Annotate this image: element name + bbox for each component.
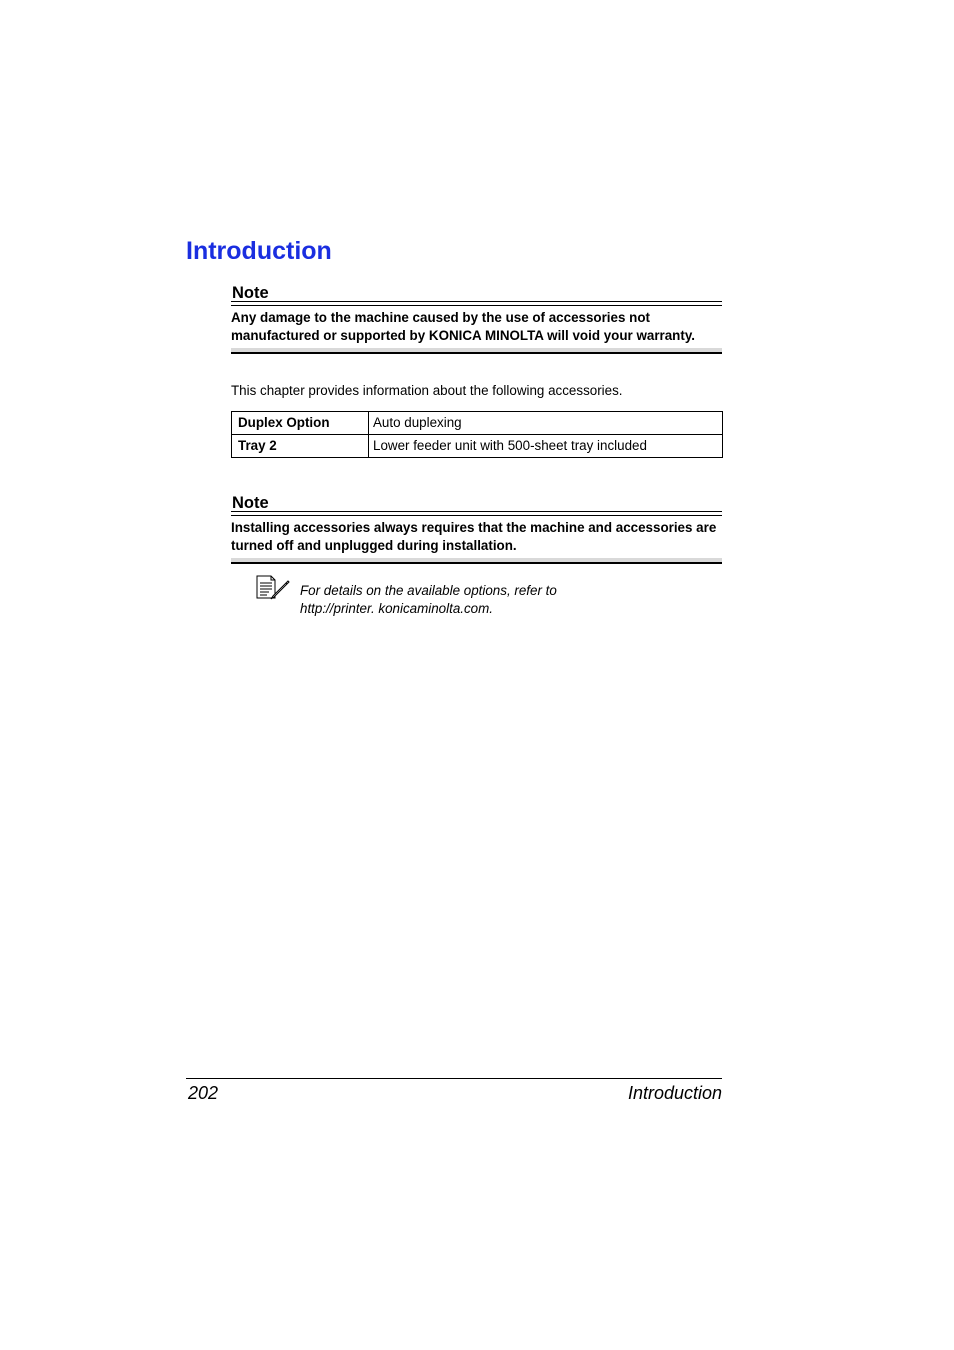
note-bottom-rule [231, 348, 722, 354]
note-box [231, 494, 722, 564]
accessory-name: Tray 2 [232, 435, 369, 458]
note-body: Any damage to the machine caused by the use of accessories not manufactured or supported by KONICA MINOLTA will void your warranty. [231, 310, 695, 343]
accessory-description: Auto duplexing [369, 412, 723, 435]
note-bottom-rule [231, 558, 722, 564]
note-box [231, 284, 722, 354]
tip-link-text: http://printer. konicaminolta.com. [300, 601, 494, 616]
intro-paragraph: This chapter provides information about the following accessories. [231, 383, 623, 398]
note-body: Installing accessories always requires that the machine and accessories are turned off and unplugged during installation. [231, 520, 717, 553]
note-heading: Note [232, 284, 269, 302]
tip-text-line: For details on the available options, refer to [300, 583, 557, 598]
note-pencil-icon [255, 574, 291, 600]
tip-text [300, 582, 720, 618]
table-row [232, 435, 723, 458]
footer-section-title: Introduction [627, 1083, 722, 1103]
accessory-description: Lower feeder unit with 500-sheet tray included [369, 435, 723, 458]
note-heading: Note [232, 494, 269, 512]
page-number: 202 [188, 1083, 219, 1103]
accessories-table [231, 411, 723, 458]
accessory-name: Duplex Option [232, 412, 369, 435]
page-title: Introduction [186, 237, 332, 265]
footer-rule [186, 1078, 722, 1079]
table-row [232, 412, 723, 435]
